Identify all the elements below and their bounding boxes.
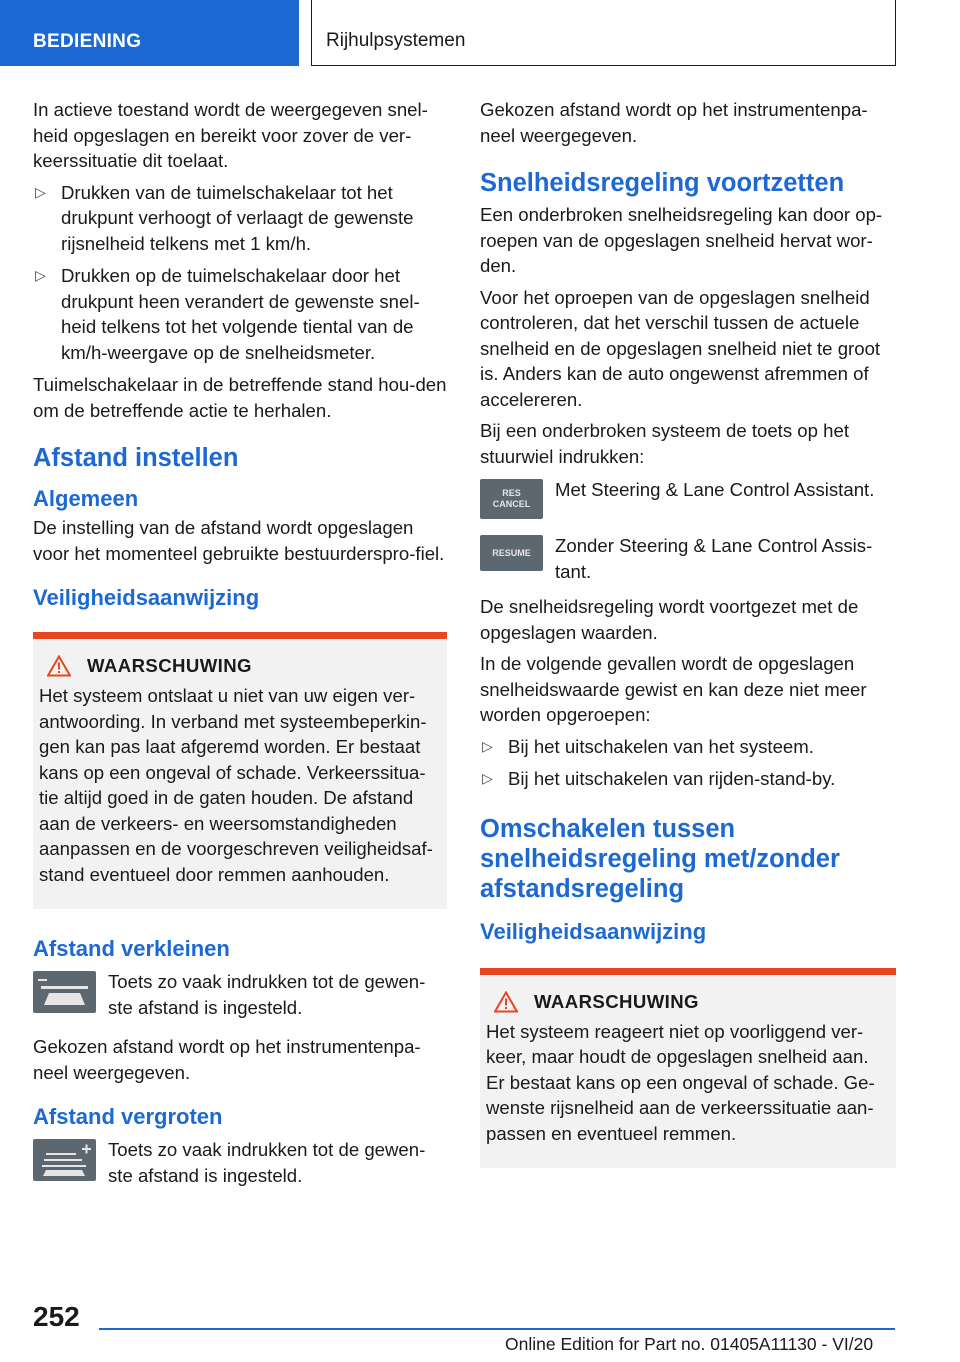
page-header [0, 0, 960, 66]
paragraph: Toets zo vaak indrukken tot de gewen-ste afstand is ingesteld. [108, 971, 426, 1018]
warning-triangle-icon [47, 655, 71, 677]
paragraph: Zonder Steering & Lane Control Assis-tant. [555, 535, 873, 582]
list-item: ▷ Bij het uitschakelen van het systeem. [480, 734, 896, 760]
warning-box [480, 968, 896, 1169]
heading-veiligheidsaanwijzing: Veiligheidsaanwijzing [33, 585, 260, 610]
triangle-bullet-icon: ▷ [35, 267, 46, 283]
warning-header [47, 655, 441, 677]
heading-veiligheidsaanwijzing: Veiligheidsaanwijzing [480, 918, 707, 944]
distance-increase-button-icon [33, 1139, 96, 1181]
triangle-bullet-icon: ▷ [482, 770, 493, 786]
icon-row [480, 533, 896, 584]
heading-snelheidsregeling-voortzetten: Snelheidsregeling voortzetten [480, 169, 845, 197]
warning-box [33, 632, 447, 909]
warning-triangle-icon [494, 991, 518, 1013]
icon-row [33, 969, 447, 1020]
heading-afstand-instellen: Afstand instellen [33, 444, 239, 472]
page-number: 252 [33, 1301, 80, 1332]
distance-decrease-button-icon [33, 971, 96, 1013]
chapter-title: Rijhulpsystemen [311, 0, 896, 66]
paragraph: Tuimelschakelaar in de betreffende stand hou-den om de betreffende actie te herhalen. [33, 374, 447, 421]
heading-algemeen: Algemeen [33, 486, 139, 511]
resume-button-icon: RESUME [480, 535, 543, 571]
triangle-bullet-icon: ▷ [482, 737, 493, 754]
warning-text: Het systeem reageert niet op voorliggend ver-keer, maar houdt de opgeslagen snelheid aan. Er bestaat kans op een ongeval of schade. Ge-wenste rijsnelheid aan de verkeerssituatie aan-passen en eventueel remmen. [486, 1020, 875, 1144]
warning-header [494, 991, 890, 1013]
list-item: ▷ Drukken op de tuimelschakelaar door het drukpunt heen verandert de gewenste snel-heid telkens tot het volgende tiental van de km/h-weergave op de snelheidsmeter. [35, 265, 420, 363]
paragraph: Gekozen afstand wordt op het instrumentenpa-neel weergegeven. [33, 1036, 421, 1083]
section-tab: BEDIENING [0, 0, 299, 66]
footer-divider [99, 1328, 895, 1330]
heading-omschakelen: Omschakelen tussen snelheidsregeling met/zonder afstandsregeling [480, 814, 840, 903]
paragraph: Met Steering & Lane Control Assistant. [555, 479, 875, 500]
warning-text: Het systeem ontslaat u niet van uw eigen ver-antwoording. In verband met systeembeperkin-gen kan pas laat afgeremd worden. Er bestaat kans op een ongeval of schade. Verkeerssitua-tie altijd goed in de gaten houden. De afstand aan de verkeers- en weersomstandigheden aanpassen en de voorgeschreven veiligheidsaf-stand eventueel door remmen aanhouden. [39, 685, 433, 885]
paragraph: Gekozen afstand wordt op het instrumentenpa-neel weergegeven. [480, 99, 868, 146]
paragraph: De instelling van de afstand wordt opgeslagen voor het momenteel gebruikte bestuurderspro-fiel. [33, 517, 445, 564]
heading-afstand-verkleinen: Afstand verkleinen [33, 936, 230, 961]
paragraph: Een onderbroken snelheidsregeling kan door op-roepen van de opgeslagen snelheid hervat wor-den. [480, 204, 883, 276]
triangle-bullet-icon: ▷ [35, 183, 46, 200]
warning-title: WAARSCHUWING [534, 990, 699, 1012]
left-column [33, 97, 447, 1198]
right-column [480, 97, 896, 1168]
heading-afstand-vergroten: Afstand vergroten [33, 1104, 223, 1129]
paragraph: De snelheidsregeling wordt voortgezet met de opgeslagen waarden. [480, 596, 859, 643]
warning-title: WAARSCHUWING [87, 655, 252, 676]
paragraph: In de volgende gevallen wordt de opgeslagen snelheidswaarde gewist en kan deze niet meer worden opgeroepen: [480, 653, 867, 725]
res-cancel-button-icon: RES CANCEL [480, 479, 543, 519]
list-item: ▷ Drukken van de tuimelschakelaar tot het drukpunt verhoogt of verlaagt de gewenste rijsnelheid telkens met 1 km/h. [35, 181, 414, 254]
paragraph: Bij een onderbroken systeem de toets op het stuurwiel indrukken: [480, 420, 850, 467]
paragraph: In actieve toestand wordt de weergegeven snel-heid opgeslagen en bereikt voor zover de ver-keerssituatie dit toelaat. [33, 99, 428, 171]
icon-row [33, 1137, 447, 1188]
paragraph: Toets zo vaak indrukken tot de gewen-ste afstand is ingesteld. [108, 1139, 426, 1186]
paragraph: Voor het oproepen van de opgeslagen snelheid controleren, dat het verschil tussen de actuele snelheid en de opgeslagen snelheid niet te groot is. Anders kan de auto ongewenst afremmen of accelereren. [480, 286, 881, 410]
edition-note: Online Edition for Part no. 01405A11130 - VI/20 [505, 1334, 874, 1354]
list-item: ▷ Bij het uitschakelen van rijden-stand-by. [480, 766, 896, 792]
icon-row [480, 477, 896, 519]
